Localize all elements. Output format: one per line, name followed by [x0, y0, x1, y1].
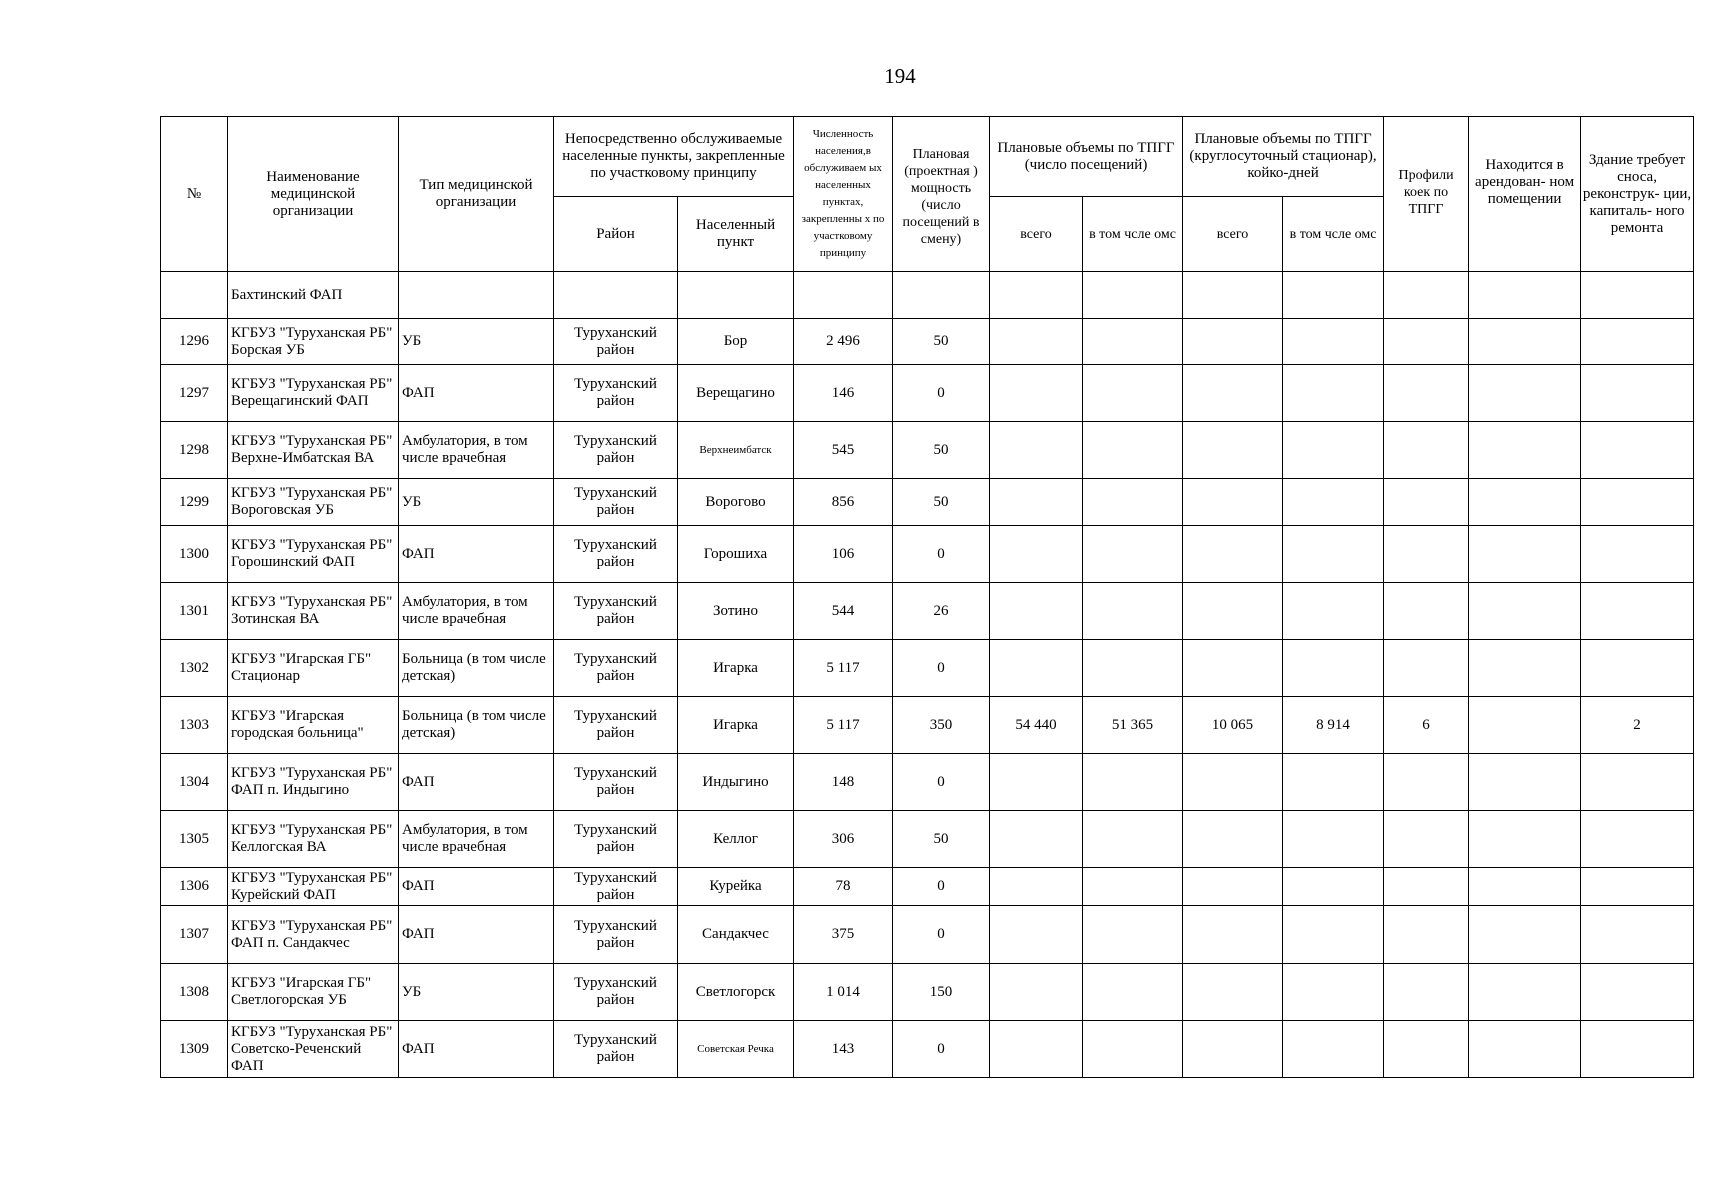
cell-org-type: Больница (в том числе детская)	[399, 640, 554, 697]
header-visits: Плановые объемы по ТПГГ (число посещений)	[990, 117, 1183, 197]
cell-bed-profiles	[1384, 964, 1469, 1021]
cell-row-number: 1303	[161, 697, 228, 754]
cell-org-type: ФАП	[399, 526, 554, 583]
cell-org-name: КГБУЗ "Игарская ГБ" Стационар	[228, 640, 399, 697]
cell-bed-profiles	[1384, 906, 1469, 964]
table-row	[161, 365, 1694, 422]
cell-district: Туруханский район	[554, 906, 678, 964]
cell-population: 544	[794, 583, 893, 640]
cell-stat-total	[1183, 319, 1283, 365]
table-row	[161, 479, 1694, 526]
cell-visits-total	[990, 526, 1083, 583]
cell-population: 148	[794, 754, 893, 811]
cell-bed-profiles	[1384, 422, 1469, 479]
cell-stat-oms: 8 914	[1283, 697, 1384, 754]
cell-settlement: Ворогово	[678, 479, 794, 526]
cell-district: Туруханский район	[554, 697, 678, 754]
cell-settlement: Советская Речка	[678, 1021, 794, 1078]
cell-demolition	[1581, 583, 1694, 640]
cell-capacity: 50	[893, 811, 990, 868]
cell-capacity: 26	[893, 583, 990, 640]
cell-capacity: 50	[893, 422, 990, 479]
header-district: Район	[554, 197, 678, 272]
cell-stat-total	[1183, 365, 1283, 422]
cell-demolition	[1581, 906, 1694, 964]
cell-visits-total	[990, 422, 1083, 479]
cell-capacity: 50	[893, 479, 990, 526]
cell-population: 856	[794, 479, 893, 526]
cell-capacity: 0	[893, 365, 990, 422]
cell-settlement: Игарка	[678, 640, 794, 697]
cell-bed-profiles	[1384, 526, 1469, 583]
cell-visits-oms	[1083, 583, 1183, 640]
table-row	[161, 964, 1694, 1021]
table-row	[161, 640, 1694, 697]
cell-district: Туруханский район	[554, 811, 678, 868]
cell-settlement: Келлог	[678, 811, 794, 868]
cell-visits-total	[990, 583, 1083, 640]
cell-settlement: Курейка	[678, 868, 794, 906]
header-demolition: Здание требует сноса, реконструк- ции, капиталь- ного ремонта	[1581, 117, 1694, 272]
cell-org-name: КГБУЗ "Туруханская РБ" Вороговская УБ	[228, 479, 399, 526]
cell-org-name: КГБУЗ "Туруханская РБ" Советско-Реченский ФАП	[228, 1021, 399, 1078]
cell-bed-profiles	[1384, 583, 1469, 640]
cell-district: Туруханский район	[554, 640, 678, 697]
header-visits-total: всего	[990, 197, 1083, 272]
cell-org-name: КГБУЗ "Туруханская РБ" Борская УБ	[228, 319, 399, 365]
cell-population: 146	[794, 365, 893, 422]
cell-capacity: 0	[893, 754, 990, 811]
cell-demolition	[1581, 422, 1694, 479]
cell-org-type: ФАП	[399, 754, 554, 811]
cell-stat-oms	[1283, 964, 1384, 1021]
cell-capacity: 350	[893, 697, 990, 754]
cell-capacity: 0	[893, 906, 990, 964]
cell-stat-oms	[1283, 422, 1384, 479]
cell-capacity: 0	[893, 526, 990, 583]
cell-stat-oms	[1283, 1021, 1384, 1078]
table-row	[161, 811, 1694, 868]
cell-visits-oms	[1083, 319, 1183, 365]
cell-district: Туруханский район	[554, 754, 678, 811]
cell-bed-profiles	[1384, 1021, 1469, 1078]
cell-row-number: 1301	[161, 583, 228, 640]
cell-org-type: ФАП	[399, 365, 554, 422]
cell-org-name: КГБУЗ "Туруханская РБ" Курейский ФАП	[228, 868, 399, 906]
cell-settlement: Горошиха	[678, 526, 794, 583]
cell-district: Туруханский район	[554, 964, 678, 1021]
table-row	[161, 526, 1694, 583]
table-row	[161, 697, 1694, 754]
cell-org-name: КГБУЗ "Игарская ГБ" Светлогорская УБ	[228, 964, 399, 1021]
cell-org-name: КГБУЗ "Туруханская РБ" Горошинский ФАП	[228, 526, 399, 583]
cell-rented	[1469, 583, 1581, 640]
cell-stat-total	[1183, 640, 1283, 697]
cell-stat-total	[1183, 583, 1283, 640]
cell-visits-total	[990, 365, 1083, 422]
cell-stat-total	[1183, 1021, 1283, 1078]
cell-rented	[1469, 964, 1581, 1021]
cell-row-number: 1309	[161, 1021, 228, 1078]
cell-demolition	[1581, 526, 1694, 583]
cell-row-number: 1306	[161, 868, 228, 906]
cell-demolition	[1581, 479, 1694, 526]
cell-visits-oms	[1083, 422, 1183, 479]
cell-population: 5 117	[794, 697, 893, 754]
cell-capacity: 0	[893, 1021, 990, 1078]
cell-stat-total	[1183, 754, 1283, 811]
cell-stat-total	[1183, 811, 1283, 868]
cell-row-number: 1307	[161, 906, 228, 964]
cell-org-type: Амбулатория, в том числе врачебная	[399, 583, 554, 640]
cell-capacity: 150	[893, 964, 990, 1021]
cell-district: Туруханский район	[554, 479, 678, 526]
cell-visits-oms	[1083, 640, 1183, 697]
cell-demolition	[1581, 811, 1694, 868]
cell-stat-oms	[1283, 526, 1384, 583]
medical-organizations-table	[160, 116, 1694, 1078]
cell-bed-profiles	[1384, 640, 1469, 697]
header-rented: Находится в арендован- ном помещении	[1469, 117, 1581, 272]
cell-visits-total: 54 440	[990, 697, 1083, 754]
cell-stat-total	[1183, 526, 1283, 583]
cell-visits-oms	[1083, 964, 1183, 1021]
cell-population: 1 014	[794, 964, 893, 1021]
cell-demolition	[1581, 868, 1694, 906]
cell-visits-total	[990, 906, 1083, 964]
cell-demolition	[1581, 640, 1694, 697]
cell-stat-oms	[1283, 868, 1384, 906]
cell-visits-oms	[1083, 1021, 1183, 1078]
header-settlement: Населенный пункт	[678, 197, 794, 272]
table-row	[161, 754, 1694, 811]
cell-row-number: 1297	[161, 365, 228, 422]
cell-stat-oms	[1283, 906, 1384, 964]
cell-org-name: КГБУЗ "Туруханская РБ" ФАП п. Сандакчес	[228, 906, 399, 964]
table-row	[161, 868, 1694, 906]
cell-visits-total	[990, 964, 1083, 1021]
cell-org-name: КГБУЗ "Туруханская РБ" Зотинская ВА	[228, 583, 399, 640]
cell-org-name: КГБУЗ "Туруханская РБ" Верещагинский ФАП	[228, 365, 399, 422]
header-stat-total: всего	[1183, 197, 1283, 272]
cell-demolition	[1581, 319, 1694, 365]
continuation-org-name: Бахтинский ФАП	[228, 272, 399, 319]
cell-org-name: КГБУЗ "Игарская городская больница"	[228, 697, 399, 754]
cell-stat-oms	[1283, 365, 1384, 422]
cell-stat-oms	[1283, 479, 1384, 526]
cell-rented	[1469, 1021, 1581, 1078]
cell-org-type: ФАП	[399, 1021, 554, 1078]
cell-settlement: Игарка	[678, 697, 794, 754]
header-population: Численность населения,в обслуживаем ых населенных пунктах, закрепленны х по участковому принципу	[794, 117, 893, 272]
header-capacity: Плановая (проектная ) мощность	[893, 117, 990, 197]
cell-capacity: 50	[893, 319, 990, 365]
cell-stat-total	[1183, 479, 1283, 526]
table-row	[161, 319, 1694, 365]
cell-rented	[1469, 526, 1581, 583]
cell-row-number: 1302	[161, 640, 228, 697]
cell-visits-oms: 51 365	[1083, 697, 1183, 754]
cell-district: Туруханский район	[554, 422, 678, 479]
cell-org-type: Амбулатория, в том числе врачебная	[399, 811, 554, 868]
cell-settlement: Индыгино	[678, 754, 794, 811]
cell-org-type: ФАП	[399, 906, 554, 964]
cell-stat-total: 10 065	[1183, 697, 1283, 754]
cell-org-type: ФАП	[399, 868, 554, 906]
header-bed-profiles: Профили коек по ТПГГ	[1384, 117, 1469, 272]
cell-visits-total	[990, 811, 1083, 868]
cell-stat-total	[1183, 422, 1283, 479]
cell-stat-total	[1183, 906, 1283, 964]
cell-district: Туруханский район	[554, 1021, 678, 1078]
cell-settlement: Верещагино	[678, 365, 794, 422]
cell-org-type: УБ	[399, 479, 554, 526]
header-num: №	[161, 117, 228, 272]
cell-stat-oms	[1283, 640, 1384, 697]
cell-row-number: 1300	[161, 526, 228, 583]
cell-visits-oms	[1083, 868, 1183, 906]
page-number: 194	[884, 64, 916, 88]
cell-population: 106	[794, 526, 893, 583]
cell-stat-oms	[1283, 319, 1384, 365]
cell-rented	[1469, 319, 1581, 365]
cell-population: 545	[794, 422, 893, 479]
cell-rented	[1469, 754, 1581, 811]
cell-org-type: Больница (в том числе детская)	[399, 697, 554, 754]
header-org-type: Тип медицинской организации	[399, 117, 554, 272]
cell-visits-oms	[1083, 526, 1183, 583]
cell-population: 375	[794, 906, 893, 964]
cell-population: 5 117	[794, 640, 893, 697]
cell-org-type: УБ	[399, 319, 554, 365]
cell-population: 306	[794, 811, 893, 868]
cell-population: 78	[794, 868, 893, 906]
cell-rented	[1469, 811, 1581, 868]
cell-visits-total	[990, 1021, 1083, 1078]
cell-org-type: УБ	[399, 964, 554, 1021]
cell-bed-profiles	[1384, 868, 1469, 906]
cell-stat-oms	[1283, 811, 1384, 868]
cell-district: Туруханский район	[554, 583, 678, 640]
cell-population: 143	[794, 1021, 893, 1078]
cell-visits-oms	[1083, 811, 1183, 868]
cell-district: Туруханский район	[554, 526, 678, 583]
cell-rented	[1469, 906, 1581, 964]
cell-row-number: 1298	[161, 422, 228, 479]
cell-rented	[1469, 479, 1581, 526]
continuation-row	[161, 272, 1694, 319]
cell-stat-total	[1183, 868, 1283, 906]
table-row	[161, 1021, 1694, 1078]
cell-demolition	[1581, 964, 1694, 1021]
header-visits-oms: в том чсле омс	[1083, 197, 1183, 272]
cell-row-number: 1308	[161, 964, 228, 1021]
cell-settlement: Зотино	[678, 583, 794, 640]
cell-org-name: КГБУЗ "Туруханская РБ" Верхне-Имбатская ВА	[228, 422, 399, 479]
cell-stat-total	[1183, 964, 1283, 1021]
header-stationary: Плановые объемы по ТПГГ (круглосуточный стационар), койко-дней	[1183, 117, 1384, 197]
cell-bed-profiles	[1384, 365, 1469, 422]
cell-visits-total	[990, 479, 1083, 526]
cell-org-type: Амбулатория, в том числе врачебная	[399, 422, 554, 479]
cell-settlement: Сандакчес	[678, 906, 794, 964]
header-stat-oms: в том чсле омс	[1283, 197, 1384, 272]
cell-bed-profiles	[1384, 811, 1469, 868]
cell-demolition	[1581, 365, 1694, 422]
cell-capacity: 0	[893, 640, 990, 697]
cell-stat-oms	[1283, 583, 1384, 640]
cell-district: Туруханский район	[554, 365, 678, 422]
cell-bed-profiles	[1384, 479, 1469, 526]
cell-demolition: 2	[1581, 697, 1694, 754]
cell-rented	[1469, 640, 1581, 697]
cell-visits-oms	[1083, 479, 1183, 526]
cell-district: Туруханский район	[554, 319, 678, 365]
cell-bed-profiles: 6	[1384, 697, 1469, 754]
cell-bed-profiles	[1384, 319, 1469, 365]
cell-row-number: 1296	[161, 319, 228, 365]
cell-bed-profiles	[1384, 754, 1469, 811]
cell-settlement: Бор	[678, 319, 794, 365]
cell-row-number: 1305	[161, 811, 228, 868]
cell-demolition	[1581, 1021, 1694, 1078]
cell-org-name: КГБУЗ "Туруханская РБ" Келлогская ВА	[228, 811, 399, 868]
cell-visits-oms	[1083, 906, 1183, 964]
cell-row-number: 1299	[161, 479, 228, 526]
cell-rented	[1469, 868, 1581, 906]
cell-settlement: Верхнеимбатск	[678, 422, 794, 479]
cell-rented	[1469, 365, 1581, 422]
cell-org-name: КГБУЗ "Туруханская РБ" ФАП п. Индыгино	[228, 754, 399, 811]
cell-row-number: 1304	[161, 754, 228, 811]
cell-capacity: 0	[893, 868, 990, 906]
table-row	[161, 906, 1694, 964]
header-served-settlements: Непосредственно обслуживаемые населенные пункты, закрепленные по участковому принципу	[554, 117, 794, 197]
table-row	[161, 422, 1694, 479]
cell-visits-total	[990, 754, 1083, 811]
cell-rented	[1469, 422, 1581, 479]
header-org-name: Наименование медицинской организации	[228, 117, 399, 272]
table-row	[161, 583, 1694, 640]
cell-visits-total	[990, 640, 1083, 697]
cell-stat-oms	[1283, 754, 1384, 811]
cell-district: Туруханский район	[554, 868, 678, 906]
cell-rented	[1469, 697, 1581, 754]
header-capacity-unit: (число посещений в смену)	[893, 197, 990, 272]
cell-visits-oms	[1083, 754, 1183, 811]
cell-visits-oms	[1083, 365, 1183, 422]
cell-demolition	[1581, 754, 1694, 811]
cell-visits-total	[990, 868, 1083, 906]
cell-population: 2 496	[794, 319, 893, 365]
cell-settlement: Светлогорск	[678, 964, 794, 1021]
cell-visits-total	[990, 319, 1083, 365]
